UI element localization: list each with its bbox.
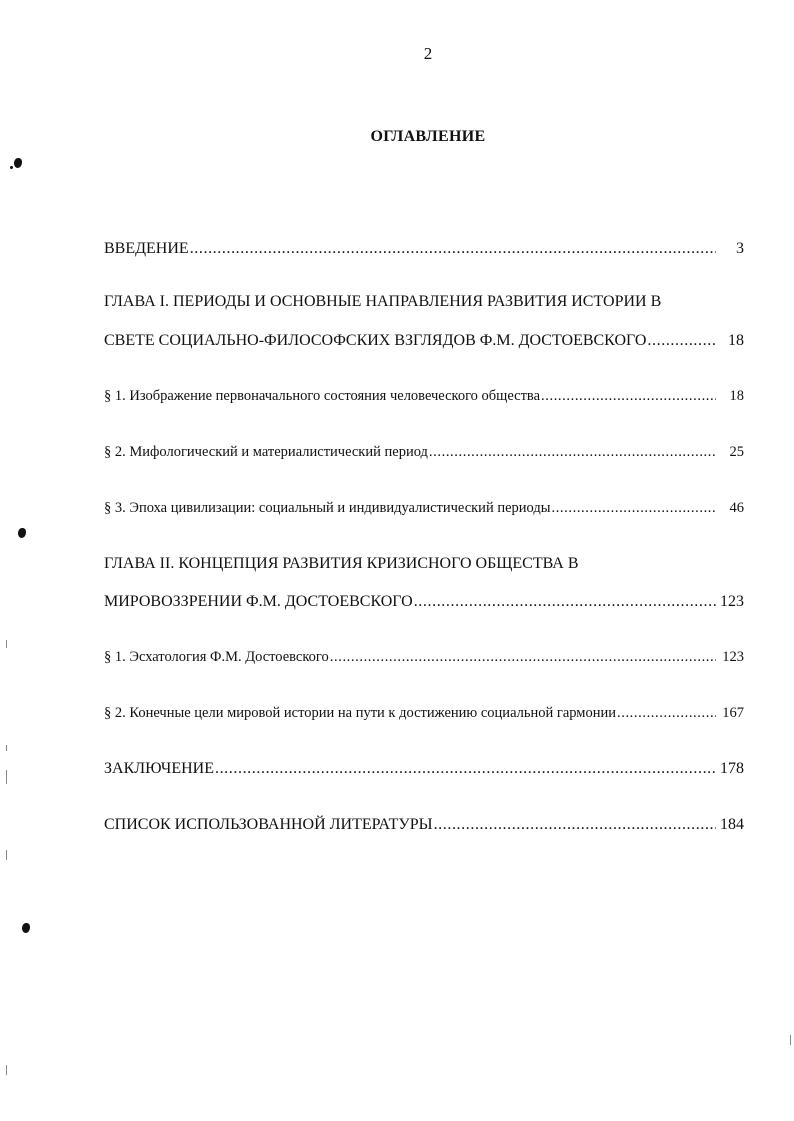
- toc-entry-text: ЗАКЛЮЧЕНИЕ: [104, 760, 214, 777]
- toc-entry-page: 25: [729, 444, 744, 460]
- toc-entry-text: § 1. Эсхатология Ф.М. Достоевского: [104, 649, 329, 665]
- page-number: 2: [423, 44, 433, 63]
- toc-entry-text: ВВЕДЕНИЕ: [104, 240, 189, 257]
- scan-margin-mark: [6, 745, 7, 751]
- toc-leader-dots: [330, 649, 716, 666]
- scan-speck: [22, 923, 30, 933]
- toc-chapter-2-line1: ГЛАВА II. КОНЦЕПЦИЯ РАЗВИТИЯ КРИЗИСНОГО ОБЩЕСТВА В: [104, 555, 579, 572]
- toc-entry-chapter-2: [104, 593, 744, 615]
- toc-chapter-1-line1: ГЛАВА I. ПЕРИОДЫ И ОСНОВНЫЕ НАПРАВЛЕНИЯ РАЗВИТИЯ ИСТОРИИ В: [104, 293, 662, 310]
- toc-title: ОГЛАВЛЕНИЕ: [370, 128, 486, 145]
- toc-entry-chapter-2-section-1: [104, 649, 744, 671]
- toc-leader-dots: [215, 760, 716, 778]
- toc-leader-dots: [541, 388, 716, 405]
- scan-speck: [14, 158, 22, 168]
- scan-speck: [18, 528, 26, 538]
- toc-entry-page: 123: [720, 593, 744, 610]
- toc-leader-dots: [429, 444, 716, 461]
- toc-entry-page: 123: [722, 649, 744, 665]
- toc-entry-introduction: [104, 240, 744, 262]
- toc-leader-dots: [551, 500, 716, 517]
- scan-margin-mark: [6, 640, 7, 648]
- toc-entry-page: 167: [722, 705, 744, 721]
- toc-entry-page: 178: [720, 760, 744, 777]
- toc-entry-page: 18: [729, 388, 744, 404]
- toc-leader-dots: [190, 240, 716, 258]
- toc-entry-bibliography: [104, 816, 744, 838]
- scan-margin-mark: [6, 1065, 7, 1075]
- toc-entry-page: 184: [720, 816, 744, 833]
- toc-entry-page: 18: [728, 332, 744, 349]
- toc-entry-text: МИРОВОЗЗРЕНИИ Ф.М. ДОСТОЕВСКОГО: [104, 593, 413, 610]
- toc-entry-chapter-1: [104, 332, 744, 354]
- toc-entry-page: 3: [736, 240, 744, 257]
- toc-entry-chapter-1-section-2: [104, 444, 744, 466]
- toc-leader-dots: [647, 332, 716, 350]
- scan-margin-mark: [6, 770, 7, 784]
- toc-entry-text: СВЕТЕ СОЦИАЛЬНО-ФИЛОСОФСКИХ ВЗГЛЯДОВ Ф.М. ДОСТОЕВСКОГО: [104, 332, 647, 349]
- toc-entry-text: § 2. Мифологический и материалистический период: [104, 444, 428, 460]
- scan-speck: [10, 166, 13, 169]
- toc-entry-text: § 1. Изображение первоначального состояния человеческого общества: [104, 388, 541, 404]
- toc-entry-page: 46: [729, 500, 744, 516]
- toc-entry-text: § 2. Конечные цели мировой истории на пути к достижению социальной гармонии: [104, 705, 616, 721]
- toc-entry-text: § 3. Эпоха цивилизации: социальный и индивидуалистический периоды: [104, 500, 551, 516]
- toc-leader-dots: [414, 593, 716, 611]
- scan-margin-mark: [790, 1035, 791, 1045]
- scan-margin-mark: [6, 850, 7, 860]
- toc-entry-chapter-1-section-1: [104, 388, 744, 410]
- toc-entry-conclusion: [104, 760, 744, 782]
- toc-entry-chapter-1-section-3: [104, 500, 744, 522]
- toc-leader-dots: [434, 816, 716, 834]
- toc-entry-text: СПИСОК ИСПОЛЬЗОВАННОЙ ЛИТЕРАТУРЫ: [104, 816, 433, 833]
- toc-leader-dots: [617, 705, 716, 722]
- toc-entry-chapter-2-section-2: [104, 705, 744, 727]
